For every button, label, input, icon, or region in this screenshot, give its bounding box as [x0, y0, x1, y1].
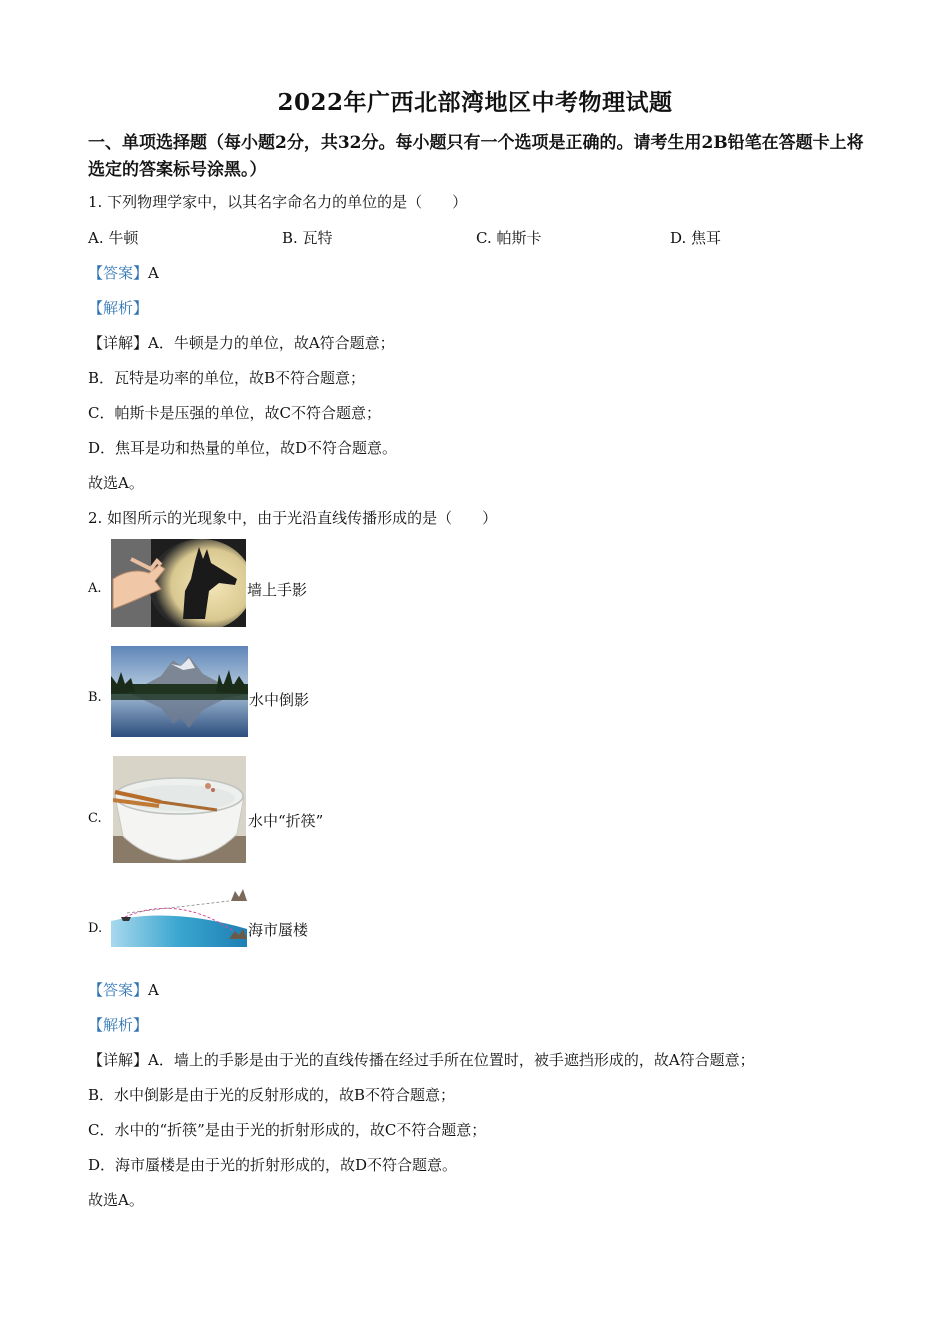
mirage-image [111, 887, 247, 947]
q1-detail-d: D．焦耳是功和热量的单位，故D不符合题意。 [88, 439, 398, 457]
detail-tag: 【详解】 [88, 334, 149, 352]
answer-tag: 【答案】 [88, 264, 149, 282]
q2-option-a-label: A. [88, 581, 102, 596]
q2-option-c-label: C. [88, 811, 102, 826]
q2-analysis-tag: 【解析】 [88, 1016, 149, 1034]
answer-value: A [148, 264, 159, 282]
q2-detail-c: C．水中的“折筷”是由于光的折射形成的，故C不符合题意； [88, 1121, 487, 1139]
answer-tag: 【答案】 [88, 981, 149, 999]
detail-tag: 【详解】 [88, 1051, 149, 1069]
answer-value: A [148, 981, 159, 999]
q2-stem: 2. 如图所示的光现象中，由于光沿直线传播形成的是（ ） [88, 509, 498, 527]
q2-option-b-text: 水中倒影 [249, 691, 310, 709]
q1-detail-c: C．帕斯卡是压强的单位，故C不符合题意； [88, 404, 381, 422]
q1-detail-b: B．瓦特是功率的单位，故B不符合题意； [88, 369, 366, 387]
q2-option-d-text: 海市蜃楼 [248, 921, 309, 939]
q1-option-c: C. 帕斯卡 [476, 229, 542, 247]
q1-option-a: A. 牛顿 [88, 229, 139, 247]
section-heading: 一、单项选择题（每小题2分，共32分。每小题只有一个选项是正确的。请考生用2B铅笔在答题卡上将选定的答案标号涂黑。） [88, 133, 864, 180]
q2-option-b-label: B. [88, 690, 102, 705]
q1-conclusion: 故选A。 [88, 474, 144, 492]
hand-shadow-image [111, 539, 246, 627]
bent-chopstick-image [113, 756, 246, 863]
detail-text: A．牛顿是力的单位，故A符合题意； [148, 334, 395, 352]
q2-detail-b: B．水中倒影是由于光的反射形成的，故B不符合题意； [88, 1086, 456, 1104]
q2-detail-d: D．海市蜃楼是由于光的折射形成的，故D不符合题意。 [88, 1156, 458, 1174]
q1-analysis-tag: 【解析】 [88, 299, 149, 317]
q2-option-c-text: 水中“折筷” [248, 812, 324, 830]
q1-option-d: D. 焦耳 [670, 229, 722, 247]
page-title: 2022年广西北部湾地区中考物理试题 [277, 89, 673, 116]
q1-answer [88, 262, 159, 283]
detail-text: A．墙上的手影是由于光的直线传播在经过手所在位置时，被手遮挡形成的，故A符合题意； [148, 1051, 755, 1069]
q2-detail-line [88, 1049, 755, 1070]
q2-option-d-label: D. [88, 921, 103, 936]
q2-conclusion: 故选A。 [88, 1191, 144, 1209]
q2-answer [88, 979, 159, 1000]
q1-option-b: B. 瓦特 [282, 229, 333, 247]
lake-reflection-image [111, 646, 248, 737]
q1-stem: 1. 下列物理学家中，以其名字命名力的单位的是（ ） [88, 193, 468, 211]
q2-option-a-text: 墙上手影 [247, 581, 308, 599]
q1-detail-line [88, 332, 395, 353]
